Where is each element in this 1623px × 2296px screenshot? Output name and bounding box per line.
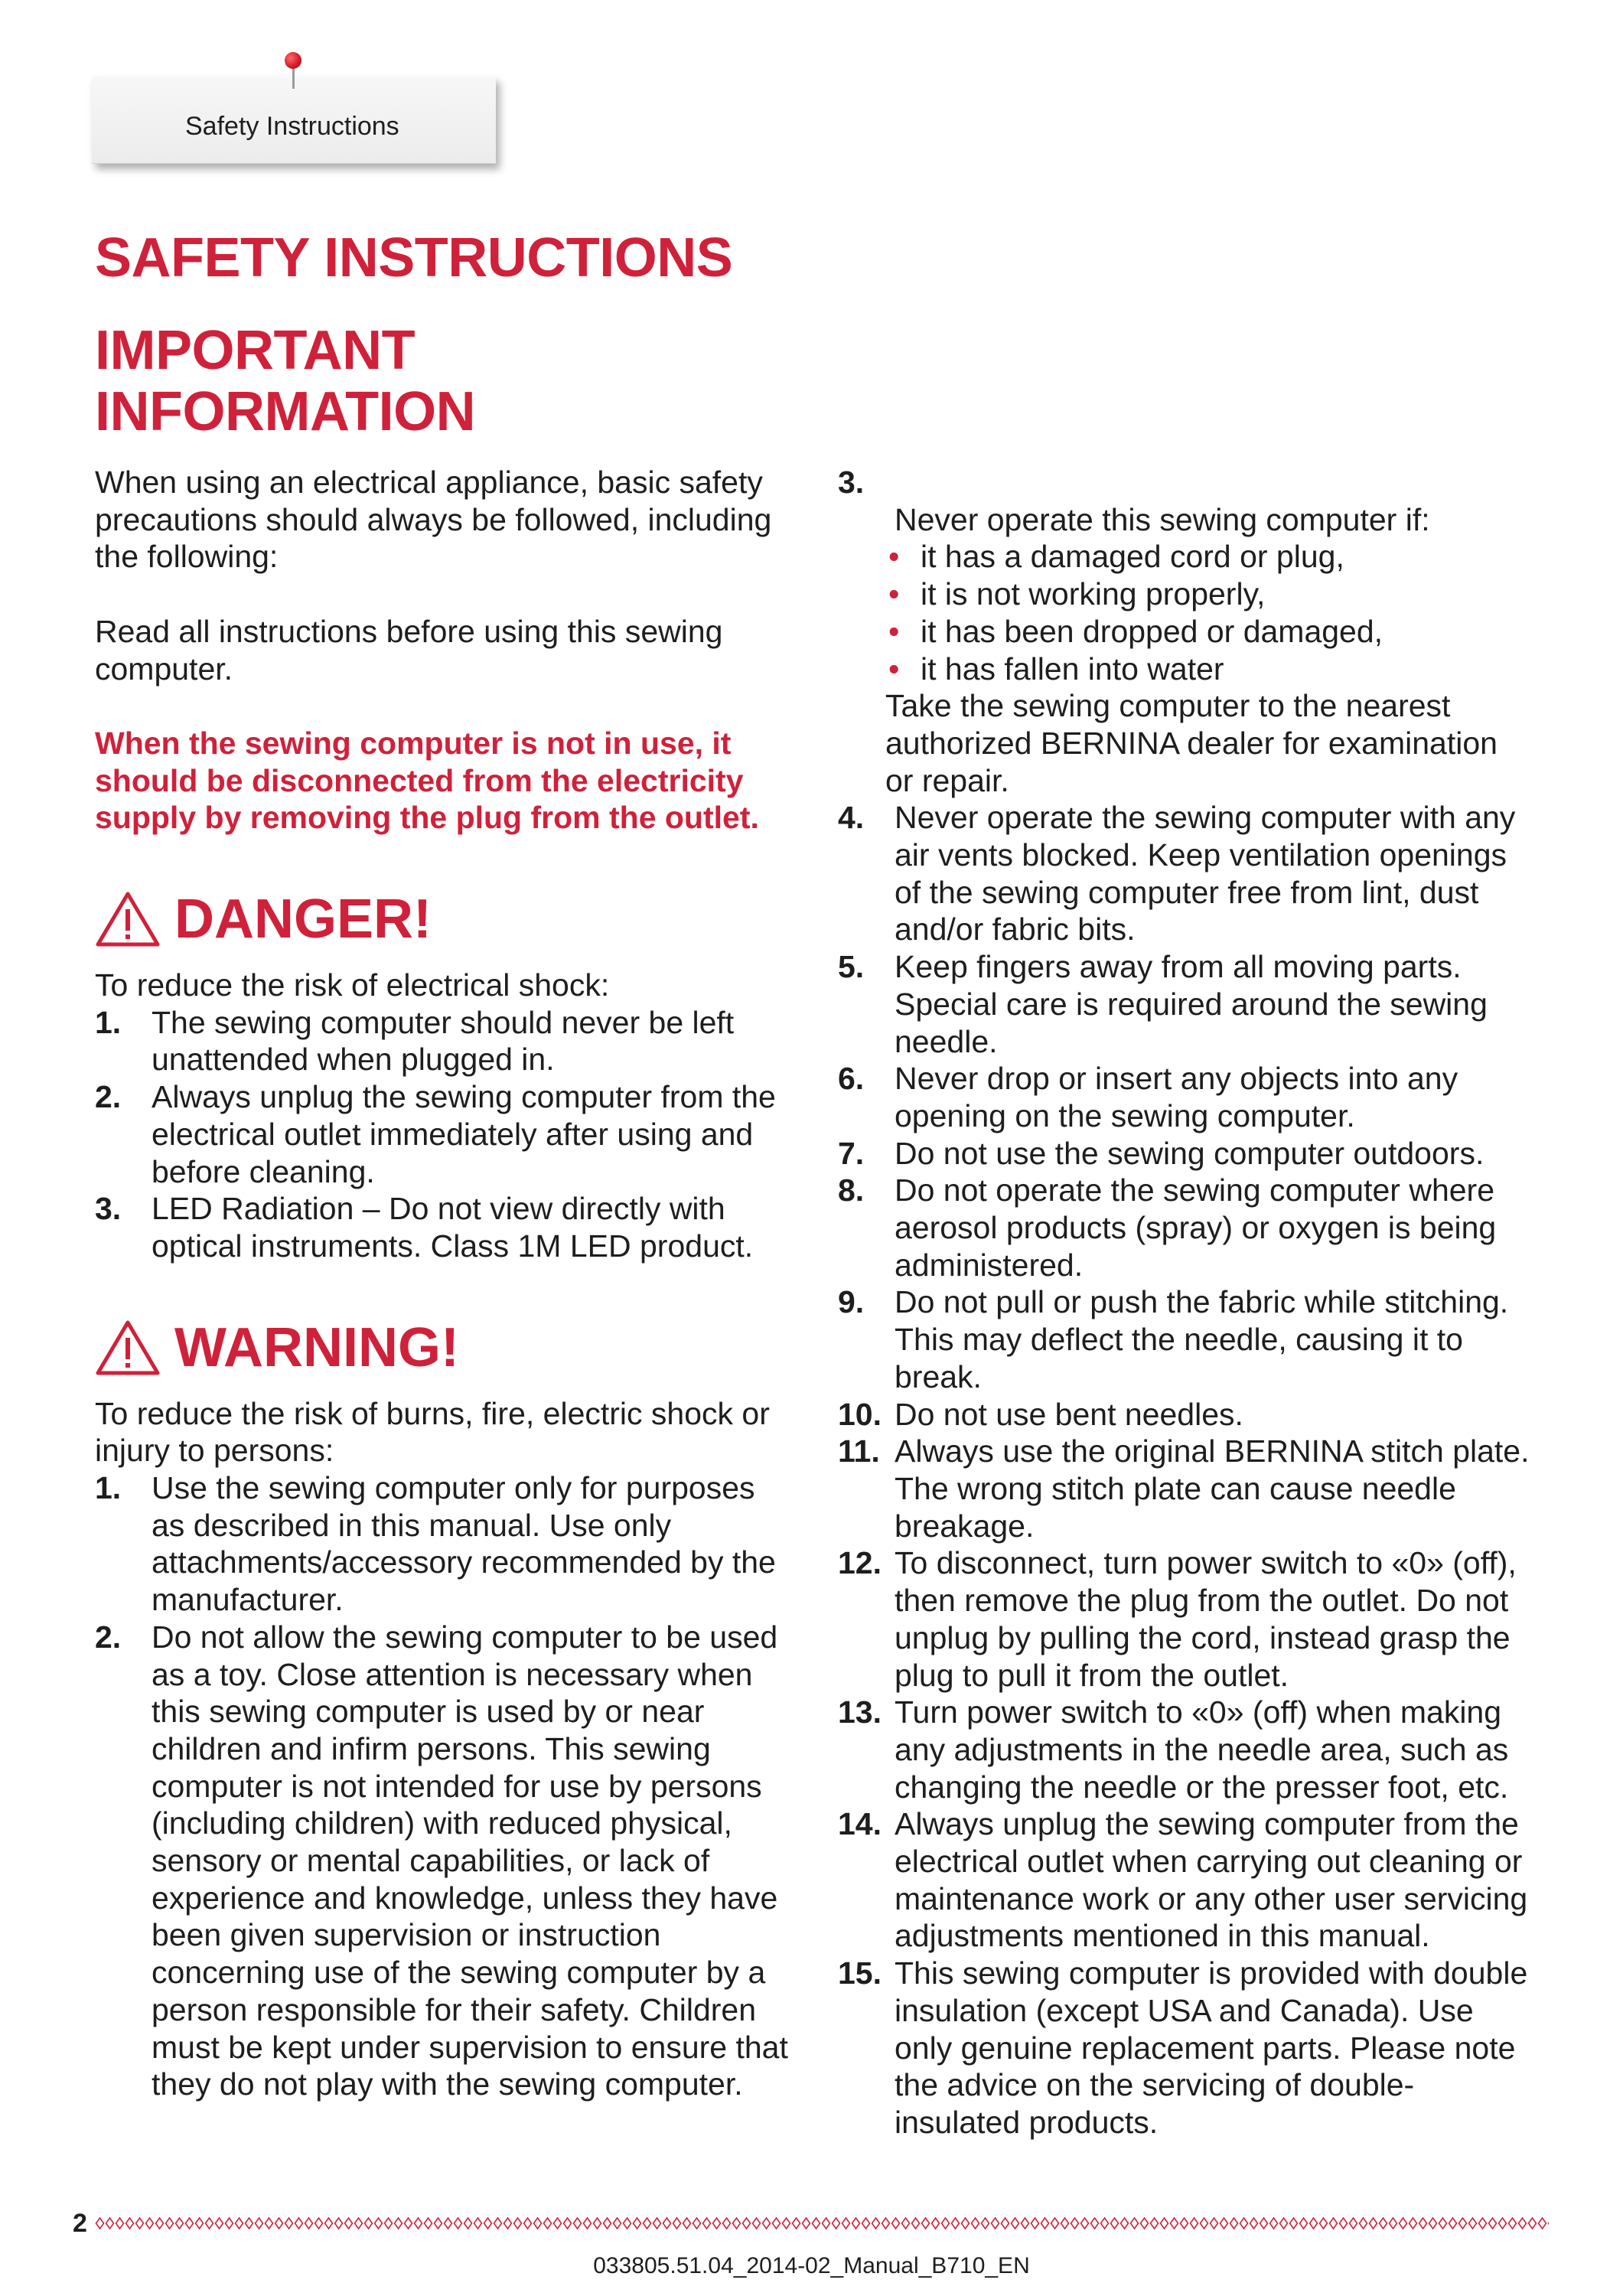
list-item: 5. Keep fingers away from all moving parts. Special care is required around the sewing needle.	[838, 949, 1488, 1059]
left-column	[95, 464, 822, 2103]
list-item: 4. Never operate the sewing computer with any air vents blocked. Keep ventilation openings of the sewing computer free from lint, dust and/or fabric bits.	[838, 800, 1516, 947]
page-title: SAFETY INSTRUCTIONS	[95, 227, 733, 289]
page-number: 2	[73, 2209, 87, 2238]
bullet-item: • it has a damaged cord or plug,	[888, 539, 1344, 575]
safety-list	[838, 464, 1550, 538]
list-item: 9. Do not pull or push the fabric while stitching. This may deflect the needle, causing it to break.	[838, 1284, 1509, 1394]
pushpin-icon	[285, 52, 303, 90]
danger-lead: To reduce the risk of electrical shock:	[95, 967, 610, 1003]
list-item: 13. Turn power switch to «0» (off) when making any adjustments in the needle area, such as changing the needle or the presser foot, etc.	[838, 1694, 1509, 1805]
list-item: 11. Always use the original BERNINA stitch plate. The wrong stitch plate can cause needle breakage.	[838, 1433, 1530, 1544]
list-item: 6. Never drop or insert any objects into any opening on the sewing computer.	[838, 1061, 1458, 1133]
warning-heading-text: WARNING!	[174, 1316, 459, 1378]
safety-list-continued	[838, 799, 1550, 2141]
list-item: 14. Always unplug the sewing computer from the electrical outlet when carrying out cleaning or maintenance work or any other user servicing adjustments mentioned in this manual.	[838, 1806, 1528, 1954]
document-code: 033805.51.04_2014-02_Manual_B710_EN	[593, 2253, 1030, 2278]
bullet-list	[838, 538, 1550, 687]
section-tab-label: Safety Instructions	[185, 112, 399, 141]
list-item: 2. Always unplug the sewing computer from the electrical outlet immediately after using and before cleaning.	[95, 1079, 776, 1189]
warning-list	[95, 1469, 822, 2103]
warning-heading	[95, 1316, 822, 1380]
warning-lead: To reduce the risk of burns, fire, electric shock or injury to persons:	[95, 1395, 770, 1469]
list-item: 10. Do not use bent needles.	[838, 1396, 1243, 1432]
list-item: 7. Do not use the sewing computer outdoors.	[838, 1135, 1484, 1171]
list-item: 15. This sewing computer is provided with double insulation (except USA and Canada). Use only genuine replacement parts. Please note the advice on the servicing of double- insulated products.	[838, 1955, 1528, 2140]
danger-heading	[95, 887, 822, 951]
bullet-item: • it is not working properly,	[888, 576, 1266, 612]
warning-triangle-icon	[95, 1319, 161, 1376]
list-item: 12. To disconnect, turn power switch to «0» (off), then remove the plug from the outlet. Do not unplug by pulling the cord, instead grasp the plug to pull it from the outlet.	[838, 1545, 1517, 1693]
disconnect-notice: When the sewing computer is not in use, it should be disconnected from the electricity supply by removing the plug from the outlet.	[95, 725, 759, 836]
bullet-item: • it has fallen into water	[888, 651, 1224, 687]
list-item: 3. Never operate this sewing computer if:	[838, 465, 1430, 537]
list-item: 2. Do not allow the sewing computer to be used as a toy. Close attention is necessary when this sewing computer is used by or near children and infirm persons. This sewing computer is not intended for use by persons (including children) with reduced physical, sensory or mental capabilities, or lack of experience and knowledge, unless they have been given supervision or instruction concerning use of the sewing computer by a person responsible for their safety. Children must be kept under supervision to ensure that they do not play with the sewing computer.	[95, 1619, 788, 2102]
intro-paragraph: When using an electrical appliance, basic safety precautions should always be followed, including the following:	[95, 465, 772, 575]
list-item: 3. LED Radiation – Do not view directly with optical instruments. Class 1M LED product.	[95, 1191, 754, 1264]
warning-triangle-icon	[95, 891, 161, 947]
repair-note: Take the sewing computer to the nearest authorized BERNINA dealer for examination or repair.	[885, 688, 1498, 798]
list-item: 1. Use the sewing computer only for purposes as described in this manual. Use only attachments/accessory recommended by the manufacturer.	[95, 1470, 776, 1618]
page-subtitle: IMPORTANT INFORMATION	[95, 320, 476, 442]
danger-list	[95, 1004, 822, 1265]
read-instructions-paragraph: Read all instructions before using this sewing computer.	[95, 613, 723, 687]
danger-heading-text: DANGER!	[174, 889, 432, 950]
list-item: 1. The sewing computer should never be left unattended when plugged in.	[95, 1004, 735, 1078]
list-item: 8. Do not operate the sewing computer where aerosol products (spray) or oxygen is being administered.	[838, 1172, 1497, 1283]
right-column	[838, 464, 1550, 2141]
diamond-divider	[95, 2215, 1549, 2232]
bullet-item: • it has been dropped or damaged,	[888, 613, 1383, 649]
